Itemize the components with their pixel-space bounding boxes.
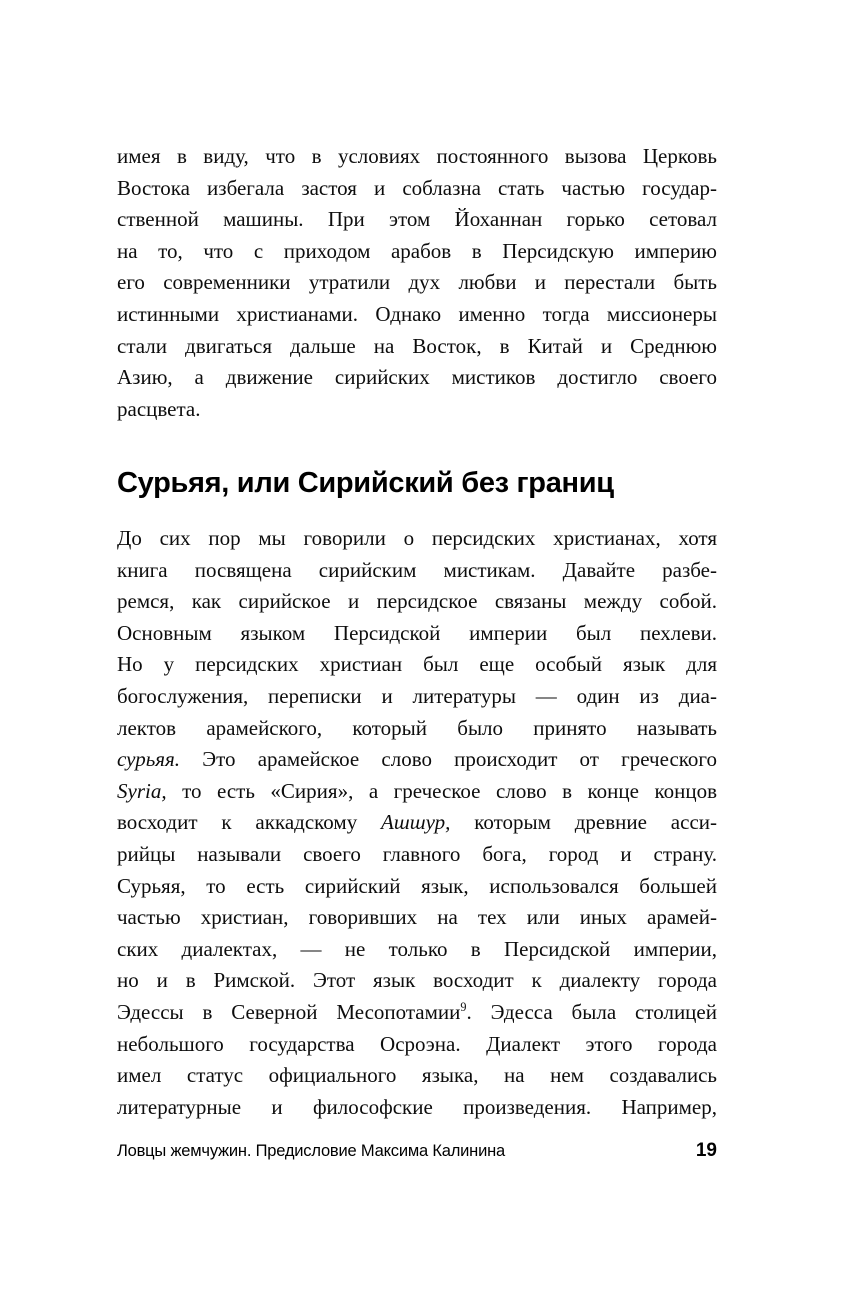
text-segment: ремся, как сирийское и персидское связаны между собой. bbox=[117, 589, 717, 614]
text-line bbox=[117, 299, 717, 331]
text-line bbox=[117, 871, 717, 903]
text-segment: на то, что с приходом арабов в Персидскую империю bbox=[117, 238, 717, 263]
text-line bbox=[117, 1029, 717, 1061]
page-footer bbox=[117, 1140, 717, 1162]
text-segment: имел статус официального языка, на нем создавались bbox=[117, 1063, 717, 1088]
text-segment: лектов арамейского, который было принято называть bbox=[117, 715, 717, 740]
text-segment: то есть «Сирия», а греческое слово в конце концов bbox=[166, 778, 717, 803]
page-number: 19 bbox=[695, 1140, 717, 1161]
text-segment: но и в Римской. Этот язык восходит к диалекту города bbox=[117, 968, 717, 993]
text-segment: Азию, а движение сирийских мистиков достигло своего bbox=[117, 365, 717, 390]
text-line bbox=[117, 267, 717, 299]
text-segment: которым древние асси- bbox=[450, 810, 717, 835]
italic-term: Syria, bbox=[117, 778, 167, 803]
text-segment: Это арамейское слово происходит от греческого bbox=[180, 747, 717, 772]
text-segment: Сурьяя, то есть сирийский язык, использовался большей bbox=[117, 873, 717, 898]
text-line bbox=[117, 331, 717, 363]
text-line bbox=[117, 586, 717, 618]
text-segment: Востока избегала застоя и соблазна стать частью государ- bbox=[117, 175, 717, 200]
text-line bbox=[117, 839, 717, 871]
text-line bbox=[117, 173, 717, 205]
text-line bbox=[117, 649, 717, 681]
text-line bbox=[117, 713, 717, 745]
running-title: Ловцы жемчужин. Предисловие Максима Калинина bbox=[117, 1142, 505, 1160]
text-segment: частью христиан, говоривших на тех или иных арамей- bbox=[117, 905, 717, 930]
text-segment: его современники утратили дух любви и перестали быть bbox=[117, 270, 717, 295]
text-segment: богослужения, переписки и литературы — один из диа- bbox=[117, 683, 717, 708]
text-line bbox=[117, 555, 717, 587]
text-line bbox=[117, 236, 717, 268]
text-segment: Основным языком Персидской империи был пехлеви. bbox=[117, 620, 717, 645]
text-line bbox=[117, 776, 717, 808]
text-line bbox=[117, 965, 717, 997]
text-segment: ских диалектах, — не только в Персидской империи, bbox=[117, 936, 717, 961]
text-segment: расцвета. bbox=[117, 396, 201, 421]
text-segment: стали двигаться дальше на Восток, в Китай и Среднюю bbox=[117, 333, 717, 358]
italic-term: Ашшур, bbox=[381, 810, 451, 835]
text-segment: имея в виду, что в условиях постоянного вызова Церковь bbox=[117, 144, 717, 168]
section-heading: Сурьяя, или Сирийский без границ bbox=[117, 467, 614, 499]
text-line bbox=[117, 394, 717, 426]
text-segment: До сих пор мы говорили о персидских христианах, хотя bbox=[117, 526, 717, 550]
body-paragraph bbox=[117, 523, 717, 1123]
text-line bbox=[117, 204, 717, 236]
footnote-marker: 9 bbox=[460, 999, 467, 1014]
text-line bbox=[117, 141, 717, 173]
italic-term: сурьяя. bbox=[117, 747, 181, 772]
text-segment: литературные и философские произведения. Например, bbox=[117, 1094, 717, 1119]
text-line bbox=[117, 997, 717, 1029]
text-segment: рийцы называли своего главного бога, город и страну. bbox=[117, 841, 717, 866]
text-line bbox=[117, 1060, 717, 1092]
text-line bbox=[117, 807, 717, 839]
text-line bbox=[117, 744, 717, 776]
text-segment: ственной машины. При этом Йоханнан горько сетовал bbox=[117, 207, 717, 232]
body-paragraph bbox=[117, 141, 717, 425]
text-line bbox=[117, 618, 717, 650]
text-line bbox=[117, 1092, 717, 1124]
text-line bbox=[117, 902, 717, 934]
text-segment: книга посвящена сирийским мистикам. Давайте разбе- bbox=[117, 557, 717, 582]
text-line bbox=[117, 362, 717, 394]
text-segment: . Эдесса была столицей bbox=[466, 999, 717, 1024]
text-segment: небольшого государства Осроэна. Диалект этого города bbox=[117, 1031, 717, 1056]
text-segment: истинными христианами. Однако именно тогда миссионеры bbox=[117, 301, 717, 326]
text-segment: Но у персидских христиан был еще особый язык для bbox=[117, 652, 717, 677]
text-segment: Эдессы в Северной Месопотамии bbox=[117, 999, 461, 1024]
text-line bbox=[117, 934, 717, 966]
text-segment: восходит к аккадскому bbox=[117, 810, 382, 835]
text-line bbox=[117, 681, 717, 713]
text-line bbox=[117, 523, 717, 555]
